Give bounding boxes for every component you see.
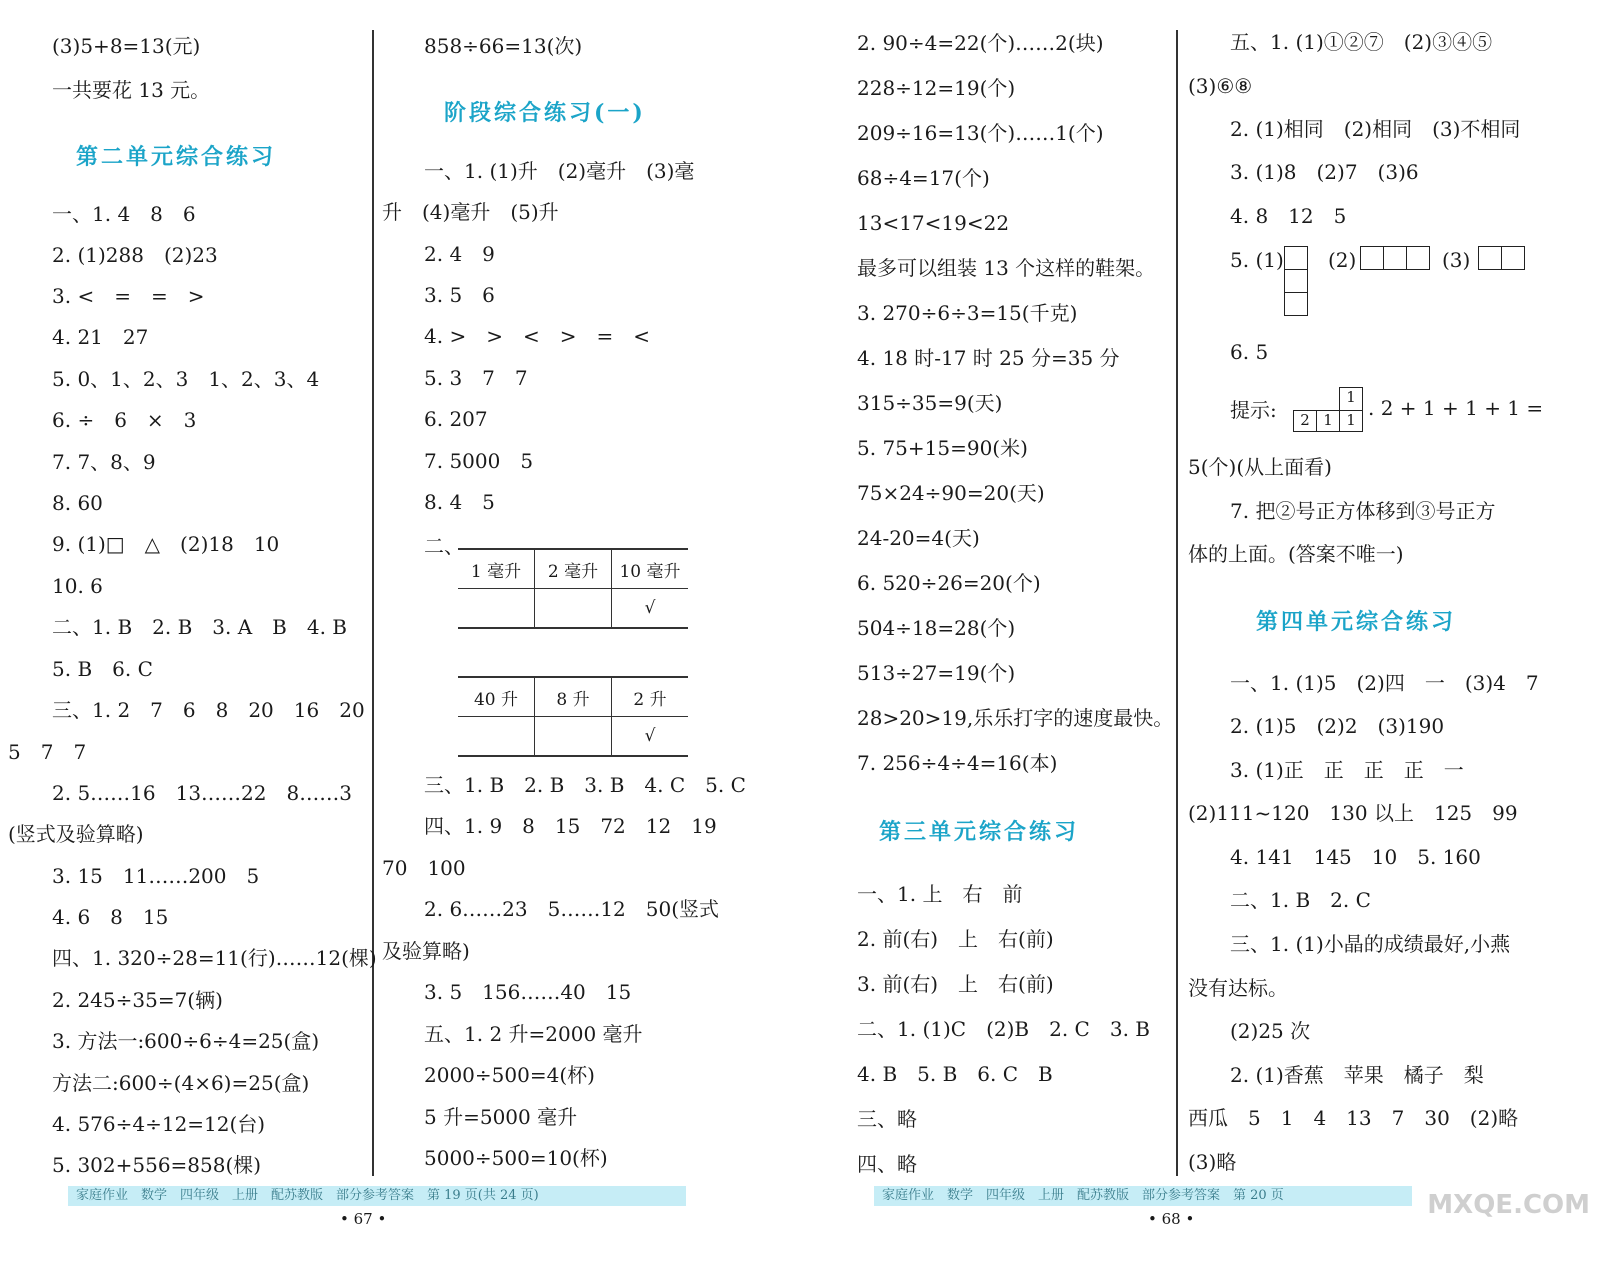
answer-line: 升 (4)毫升 (5)升 <box>382 200 559 224</box>
answer-line: 2. 245÷35=7(辆) <box>52 988 223 1012</box>
answer-line: 五、1. (1)①②⑦ (2)③④⑤ <box>1230 30 1493 54</box>
view-square <box>1383 246 1407 270</box>
view-square <box>1284 292 1308 316</box>
answer-line: 最多可以组装 13 个这样的鞋架。 <box>857 256 1156 280</box>
answer-line: 315÷35=9(天) <box>857 391 1003 415</box>
table-cell <box>458 589 535 629</box>
view-square <box>1284 269 1308 293</box>
answer-line: 24-20=4(天) <box>857 526 980 550</box>
table-cell-check: √ <box>612 589 689 629</box>
watermark: MXQE.COM <box>1427 1190 1590 1220</box>
table-cell-check: √ <box>612 717 689 757</box>
footer-bar-left: 家庭作业 数学 四年级 上册 配苏教版 部分参考答案 第 19 页(共 24 页) <box>68 1186 686 1206</box>
answer-line: 3. (1)正 正 正 正 一 <box>1230 758 1464 782</box>
view-square <box>1501 246 1525 270</box>
answer-line: 5. 75+15=90(米) <box>857 436 1028 460</box>
hint-square: 1 <box>1339 410 1363 432</box>
answer-line: (2)111~120 130 以上 125 99 <box>1188 801 1518 825</box>
answer-line: 4. 21 27 <box>52 325 149 349</box>
answer-line: 3. 方法一:600÷6÷4=25(盒) <box>52 1029 320 1053</box>
answer-line: 三、1. 2 7 6 8 20 16 20 <box>52 698 365 722</box>
answer-line: 4. > > < > = < <box>424 324 650 348</box>
answer-line: 二、1. B 2. C <box>1230 888 1371 912</box>
table-header-cell: 10 毫升 <box>612 549 689 589</box>
answer-line: 3. 5 156……40 15 <box>424 980 632 1004</box>
footer-bar-right: 家庭作业 数学 四年级 上册 配苏教版 部分参考答案 第 20 页 <box>874 1186 1412 1206</box>
answer-line: 6. 207 <box>424 407 488 431</box>
answer-line: 2. 4 9 <box>424 242 495 266</box>
answer-line: 4. 141 145 10 5. 160 <box>1230 845 1481 869</box>
section-heading: 阶段综合练习(一) <box>444 100 646 126</box>
answer-line: 及验算略) <box>382 939 470 963</box>
section-heading: 第二单元综合练习 <box>76 144 277 170</box>
answer-line: 228÷12=19(个) <box>857 76 1016 100</box>
answer-line: 2. 6……23 5……12 50(竖式 <box>424 897 720 921</box>
page-number-right: • 68 • <box>1148 1210 1195 1228</box>
answer-line: 4. 6 8 15 <box>52 905 169 929</box>
answer-line: 6. 520÷26=20(个) <box>857 571 1041 595</box>
answer-line: 7. 把②号正方体移到③号正方 <box>1230 499 1496 523</box>
answer-line: 5(个)(从上面看) <box>1188 455 1332 479</box>
answer-line: 二、1. (1)C (2)B 2. C 3. B <box>857 1017 1150 1041</box>
hint-square: 2 <box>1293 410 1317 432</box>
answer-line: (3) <box>1442 248 1471 272</box>
hint-label: 提示: <box>1230 398 1277 422</box>
answer-line: 2. (1)288 (2)23 <box>52 243 218 267</box>
section-heading: 第三单元综合练习 <box>879 819 1080 845</box>
answer-line: 4. 8 12 5 <box>1230 204 1347 228</box>
page-number-left: • 67 • <box>340 1210 387 1228</box>
answer-line: 一、1. 4 8 6 <box>52 202 196 226</box>
answer-line: 5 7 7 <box>8 740 87 764</box>
answer-line: 2000÷500=4(杯) <box>424 1063 595 1087</box>
answer-line: 13<17<19<22 <box>857 211 1010 235</box>
answer-line: 一、1. 上 右 前 <box>857 882 1023 906</box>
view-square <box>1360 246 1384 270</box>
answer-line: 一、1. (1)5 (2)四 一 (3)4 7 <box>1230 671 1539 695</box>
answer-line: 4. 576÷4÷12=12(台) <box>52 1112 266 1136</box>
answer-line: 10. 6 <box>52 574 103 598</box>
capacity-table-1 <box>458 548 688 629</box>
hint-square: 1 <box>1316 410 1340 432</box>
answer-line: (3)5+8=13(元) <box>52 34 201 58</box>
view-square <box>1406 246 1430 270</box>
answer-line: 5 升=5000 毫升 <box>424 1105 578 1129</box>
answer-line: (3)⑥⑧ <box>1188 74 1253 98</box>
answer-line: 一共要花 13 元。 <box>52 78 211 102</box>
answer-line: 75×24÷90=20(天) <box>857 481 1045 505</box>
answer-line: 5000÷500=10(杯) <box>424 1146 608 1170</box>
answer-line: 3. 5 6 <box>424 283 495 307</box>
answer-line: 2. 90÷4=22(个)……2(块) <box>857 31 1104 55</box>
answer-line: 2. 5……16 13……22 8……3 <box>52 781 352 805</box>
answer-line: 四、1. 320÷28=11(行)……12(棵) <box>52 946 377 970</box>
answer-line: 4. 18 时-17 时 25 分=35 分 <box>857 346 1120 370</box>
answer-line: 5. (1) <box>1230 248 1284 272</box>
table-cell <box>535 717 612 757</box>
answer-line: 209÷16=13(个)……1(个) <box>857 121 1104 145</box>
table-header-cell: 8 升 <box>535 677 612 717</box>
answer-line: 四、1. 9 8 15 72 12 19 <box>424 814 717 838</box>
answer-line: 2. (1)相同 (2)相同 (3)不相同 <box>1230 117 1521 141</box>
table-header-cell: 2 毫升 <box>535 549 612 589</box>
answer-line: 西瓜 5 1 4 13 7 30 (2)略 <box>1188 1106 1519 1130</box>
answer-line: 2. 前(右) 上 右(前) <box>857 927 1054 951</box>
answer-line: (2) <box>1328 248 1357 272</box>
answer-line: 6. 5 <box>1230 340 1269 364</box>
answer-line: 3. 270÷6÷3=15(千克) <box>857 301 1078 325</box>
answer-line: 方法二:600÷(4×6)=25(盒) <box>52 1071 310 1095</box>
answer-line: 5. 0、1、2、3 1、2、3、4 <box>52 367 320 391</box>
answer-line: 504÷18=28(个) <box>857 616 1016 640</box>
table-cell <box>535 589 612 629</box>
answer-line: 6. ÷ 6 × 3 <box>52 408 197 432</box>
answer-line: 一、1. (1)升 (2)毫升 (3)毫 <box>424 159 695 183</box>
answer-line: 858÷66=13(次) <box>424 34 583 58</box>
answer-line: 9. (1)□ △ (2)18 10 <box>52 532 280 556</box>
answer-line: 8. 4 5 <box>424 490 495 514</box>
answer-line: 4. B 5. B 6. C B <box>857 1062 1053 1086</box>
table-header-cell: 2 升 <box>612 677 689 717</box>
hint-square: 1 <box>1339 387 1363 411</box>
column-divider <box>372 30 374 1176</box>
answer-line: 没有达标。 <box>1188 976 1288 1000</box>
answer-line: 三、1. (1)小晶的成绩最好,小燕 <box>1230 932 1511 956</box>
answer-line: 二、1. B 2. B 3. A B 4. B <box>52 615 347 639</box>
answer-line: (3)略 <box>1188 1150 1237 1174</box>
answer-line: 5. 302+556=858(棵) <box>52 1153 262 1177</box>
answer-line: 2. (1)5 (2)2 (3)190 <box>1230 714 1445 738</box>
answer-line: 3. 前(右) 上 右(前) <box>857 972 1054 996</box>
answer-line: 3. 15 11……200 5 <box>52 864 260 888</box>
column-divider <box>1176 30 1178 1176</box>
answer-line: (竖式及验算略) <box>8 822 144 846</box>
answer-line: 5. 3 7 7 <box>424 366 528 390</box>
answer-line: 7. 256÷4÷4=16(本) <box>857 751 1058 775</box>
answer-line: 7. 5000 5 <box>424 449 534 473</box>
answer-line: 70 100 <box>382 856 466 880</box>
answer-line: 体的上面。(答案不唯一) <box>1188 542 1404 566</box>
table-header-cell: 40 升 <box>458 677 535 717</box>
answer-line: 3. (1)8 (2)7 (3)6 <box>1230 160 1419 184</box>
answer-line: 5. B 6. C <box>52 657 153 681</box>
answer-line: 2. (1)香蕉 苹果 橘子 梨 <box>1230 1063 1484 1087</box>
answer-line: 513÷27=19(个) <box>857 661 1016 685</box>
answer-line: 二、 <box>424 534 464 558</box>
answer-line: 3. < = = > <box>52 284 205 308</box>
view-square <box>1284 246 1308 270</box>
capacity-table-2 <box>458 676 688 757</box>
answer-line: 7. 7、8、9 <box>52 450 156 474</box>
answer-line: . 2 + 1 + 1 + 1 = <box>1368 396 1544 420</box>
table-header-cell: 1 毫升 <box>458 549 535 589</box>
answer-line: 四、略 <box>857 1152 917 1176</box>
answer-line: 68÷4=17(个) <box>857 166 990 190</box>
answer-line: (2)25 次 <box>1230 1019 1311 1043</box>
answer-line: 28>20>19,乐乐打字的速度最快。 <box>857 706 1174 730</box>
section-heading: 第四单元综合练习 <box>1256 609 1457 635</box>
view-square <box>1478 246 1502 270</box>
answer-line: 三、略 <box>857 1107 917 1131</box>
answer-line: 五、1. 2 升=2000 毫升 <box>424 1022 643 1046</box>
table-cell <box>458 717 535 757</box>
answer-line: 8. 60 <box>52 491 103 515</box>
answer-line: 三、1. B 2. B 3. B 4. C 5. C <box>424 773 746 797</box>
